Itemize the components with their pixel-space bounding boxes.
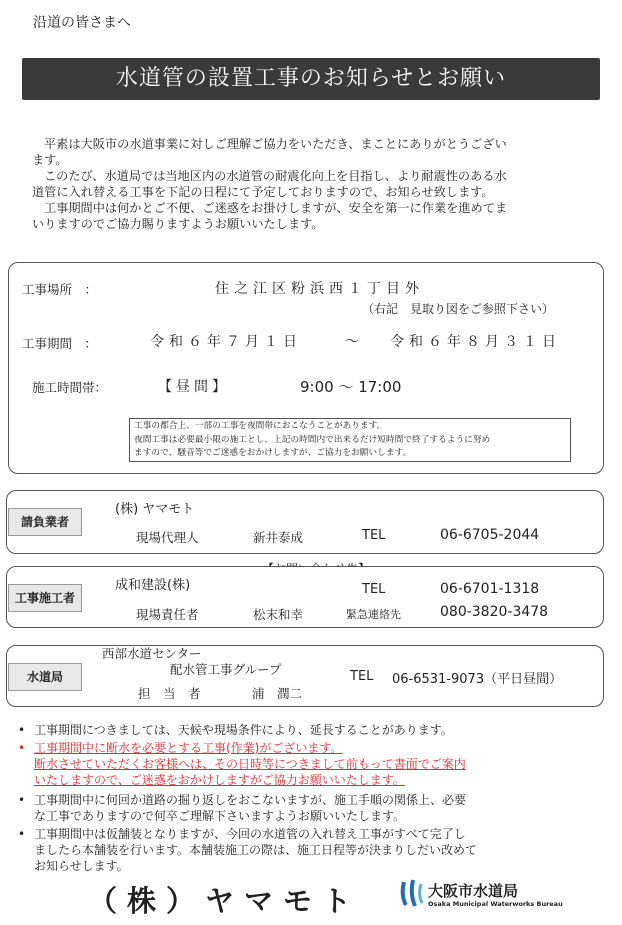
note-line: 工事の都合上、一部の工事を夜間帯におこなうことがあります。 (134, 421, 386, 431)
period-label: 工事期間 ： (22, 336, 98, 351)
note-line: 夜間工事は必要最小限の施工とし、上記の時間内で出来るだけ短時間で終了するように努め (134, 434, 491, 445)
contractor-tel: 06-6705-2044 (440, 527, 540, 543)
notice-item: • 工事期間中は仮舗装となりますが、今回の水道管の入れ替え工事がすべて完了し (18, 827, 466, 841)
note-line: ますので、騒音等でご迷惑をおかけしますが、ご協力をお願いします。 (134, 448, 412, 458)
footer-company-name: （株）ヤマモト (88, 884, 362, 918)
notice-text: 工事期間中に何回か道路の掘り返しをおこないますが、施工手順の関係上、必要 (34, 793, 467, 807)
contractor-tel-label: TEL (362, 528, 386, 543)
notice-text: 工事期間中に断水を必要とする工事(作業)がございます。 (34, 741, 343, 755)
notice-text: な工事でありますので何卒ご理解下さいますようお願いいたします。 (34, 809, 406, 823)
notice-item: • 工事期間につきましては、天候や現場条件により、延長することがあります。 (18, 723, 453, 737)
notice-text: 工事期間につきましては、天候や現場条件により、延長することがあります。 (34, 723, 453, 737)
builder-tel: 06-6701-1318 (440, 581, 540, 597)
builder-tag: 工事施工者 (8, 584, 82, 612)
intro-line: 平素は大阪市の水道事業に対しご理解ご協力をいただき、まことにありがとうござい (44, 137, 507, 151)
period-start: 令和６年７月１日 (150, 334, 302, 350)
notice-text: お知らせします。 (34, 859, 129, 873)
builder-role: 現場責任者 (136, 607, 199, 622)
bureau-center: 西部水道センター (102, 646, 202, 661)
contractor-company: (株) ヤマモト (115, 502, 195, 517)
hours-tag: 【昼間】 (158, 379, 230, 395)
night-work-note (129, 418, 571, 462)
notice-text: 断水させていただくお客様へは、その日時等につきまして前もって書面でご案内 (34, 757, 466, 771)
emergency-label: 緊急連絡先 (346, 608, 401, 621)
intro-line: 道管に入れ替える工事を下記の日程にて予定しておりますので、お知らせ致します。 (32, 185, 494, 199)
bureau-tel: 06-6531-9073（平日昼間） (392, 672, 563, 687)
hours-value: 9:00 ～ 17:00 (300, 378, 402, 396)
builder-tel-label: TEL (362, 582, 386, 597)
waterworks-logo-icon (400, 878, 424, 908)
contractor-tag: 請負業者 (8, 508, 82, 536)
notice-text: 工事期間中は仮舗装となりますが、今回の水道管の入れ替え工事がすべて完了し (34, 827, 466, 841)
notice-item-alert: • 工事期間中に断水を必要とする工事(作業)がございます。 (18, 741, 343, 755)
builder-person: 松末和幸 (253, 607, 304, 622)
notice-text: いたしますので、ご迷惑をおかけしますがご協力お願いいたします。 (34, 773, 405, 787)
contractor-box (6, 490, 604, 554)
bureau-group: 配水管工事グループ (170, 662, 282, 677)
period-separator: ～ (345, 334, 364, 350)
page-title: 水道管の設置工事のお知らせとお願い (22, 58, 600, 100)
builder-company: 成和建設(株) (115, 578, 191, 593)
notice-text: ましたら本舗装を行います。本舗装施工の際は、施工日程等が決まりしだい改めて (34, 843, 478, 857)
intro-line: いりますのでご協力賜りますようお願いいたします。 (32, 217, 324, 231)
intro-line: ます。 (32, 153, 68, 167)
site-label: 工事場所 ： (22, 282, 98, 297)
notice-item: • 工事期間中に何回か道路の掘り返しをおこないますが、施工手順の関係上、必要 (18, 793, 467, 807)
greeting: 沿道の皆さまへ (33, 15, 131, 31)
contractor-person: 新井泰成 (253, 530, 304, 545)
logo-name: 大阪市水道局 (428, 882, 519, 900)
contractor-role: 現場代理人 (136, 530, 199, 545)
bureau-tel-label: TEL (350, 669, 374, 684)
emergency-tel: 080-3820-3478 (440, 604, 549, 620)
intro-line: 工事期間中は何かとご不便、ご迷惑をお掛けしますが、安全を第一に作業を進めてま (44, 201, 508, 215)
period-end: 令和６年８月３１日 (390, 334, 561, 350)
bureau-person: 浦 潤二 (252, 686, 303, 701)
logo-english: Osaka Municipal Waterworks Bureau (428, 900, 563, 908)
site-note: （右記 見取り図をご参照下さい） (362, 302, 555, 316)
hours-label: 施工時間帯： (32, 380, 108, 395)
bureau-tag: 水道局 (8, 663, 82, 691)
bureau-role: 担 当 者 (138, 686, 201, 701)
intro-line: このたび、水道局では当地区内の水道管の耐震化向上を目指し、より耐震性のある水 (44, 169, 507, 183)
site-value: 住之江区粉浜西１丁目外 (215, 281, 424, 297)
